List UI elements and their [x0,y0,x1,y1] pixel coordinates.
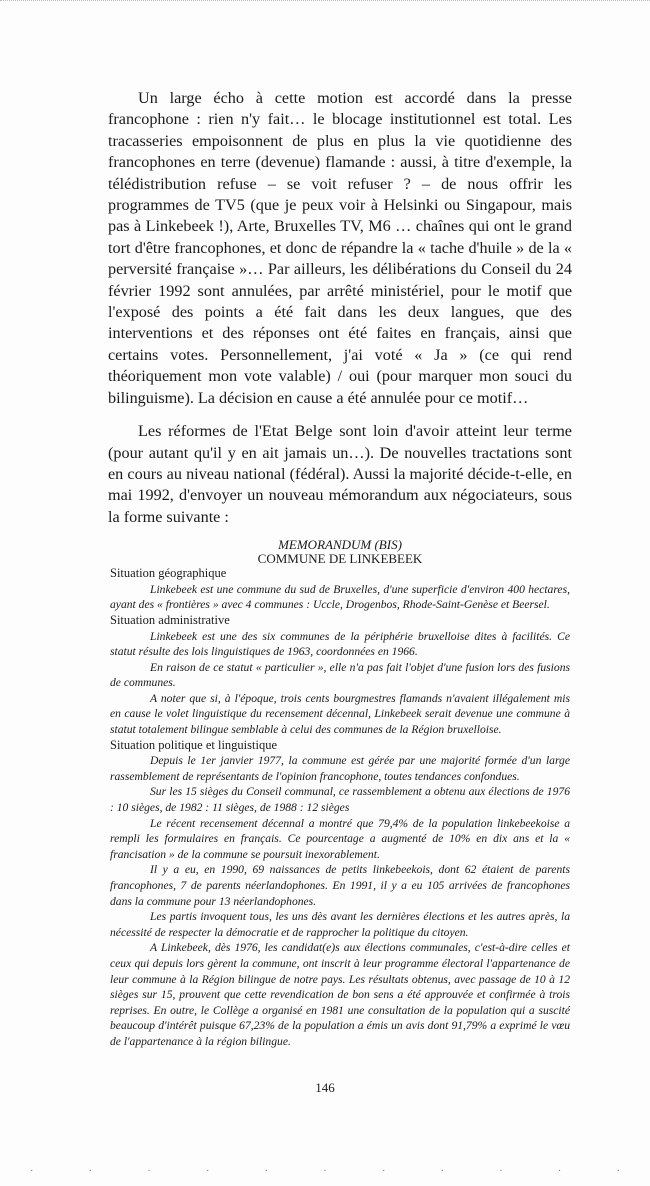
memo-paragraph: Depuis le 1er janvier 1977, la commune est gérée par une majorité formée d'un large rassemblement de représentants de l'opinion francophone, toutes tendances confondues. [110,754,570,783]
memo-section-heading: Situation administrative [110,612,230,627]
memo-paragraph: A Linkebeek, dès 1976, les candidat(e)s aux élections communales, c'est-à-dire celles et ceux qui depuis lors gèrent la commune, ont inscrit à leur programme électoral l'appartenance de leur commune à la Région bilingue de notre pays. Les résultats obtenus, avec passage de 10 à 12 sièges sur 15, prouvent que cette revendication de bon sens a été approuvée et confirmée à trois reprises. En outre, le Collège a organisé en 1981 une consultation de la population qui a suscité beaucoup d'intérêt puisque 67,23% de la population a émis un avis dont 91,79% a exprimé le vœu de l'appartenance à la région bilingue. [110,941,570,1048]
memo-paragraph: Les partis invoquent tous, les uns dès avant les dernières élections et les autres après, la nécessité de respecter la démocratie et de rapprocher la politique du citoyen. [110,910,570,939]
scan-edge [0,0,650,3]
memo-paragraph: Sur les 15 sièges du Conseil communal, ce rassemblement a obtenu aux élections de 1976 : 10 sièges, de 1982 : 11 sièges, de 1988 : 12 sièges [110,785,570,815]
page-number: 146 [315,1079,335,1095]
paragraph-1: Un large écho à cette motion est accordé dans la presse francophone : rien n'y fait… le blocage institutionnel est total. Les tracasseries empoisonnent de plus en plus la vie quotidienne des francophones en terre (devenue) flamande : aussi, à titre d'exemple, la télédistribution refuse – se voit refuser ? – de nous offrir les programmes de TV5 (que je peux voir à Helsinki ou Singapour, mais pas à Linkebeek !), Arte, Bruxelles TV, M6 … chaînes qui ont le grand tort d'être francophones, et donc de répandre la « tache d'huile » de la « perversité française »… Par ailleurs, les délibérations du Conseil du 24 février 1992 sont annulées, par arrêté ministériel, pour le motif que l'exposé des points a été fait dans les deux langues, que des interventions et des réponses ont été faites en français, ainsi que certains votes. Personnellement, j'ai voté « Ja » (ce qui rend théoriquement mon vote valable) / oui (pour marquer mon souci du bilinguisme). La décision en cause a été annulée pour ce motif… [108,89,572,407]
paragraph-2: Les réformes de l'Etat Belge sont loin d'avoir atteint leur terme (pour autant qu'il y en ait jamais un…). De nouvelles tractations sont en cours au niveau national (fédéral). Aussi la majorité décide-t-elle, en mai 1992, d'envoyer un nouveau mémorandum aux négociateurs, sous la forme suivante : [108,422,572,526]
memo-section-heading: Situation géographique [110,566,227,581]
memo-paragraph: En raison de ce statut « particulier », elle n'a pas fait l'objet d'une fusion lors des fusions de communes. [110,660,570,690]
memo-paragraph: A noter que si, à l'époque, trois cents bourgmestres flamands n'avaient illégalement mis en cause le volet linguistique du recensement décennal, Linkebeek serait devenue une commune à statut totalement bilingue semblable à celui des communes de la Région bruxelloise. [110,691,570,737]
scan-dots: · · · · · · · · · · · [30,1165,620,1177]
memo-paragraph: Le récent recensement décennal a montré que 79,4% de la population linkebeekoise a rempli les formulaires en français. Ce pourcentage a augmenté de 10% en dix ans et la « francisation » de la commune se poursuit inexorablement. [110,816,570,861]
memo-paragraph: Linkebeek est une commune du sud de Bruxelles, d'une superficie d'environ 400 hectares, ayant des « frontières » avec 4 communes : Uccle, Drogenbos, Rhode-Saint-Genèse et Beersel. [110,582,570,612]
memo-paragraph: Il y a eu, en 1990, 69 naissances de petits linkebeekois, dont 62 étaient de parents francophones, 7 de parents néerlandophones. En 1991, il y a eu 105 arrivées de francophones dans la commune pour 13 néerlandophones. [110,863,570,908]
memo-section-heading: Situation politique et linguistique [110,737,278,752]
memo-paragraph: Linkebeek est une des six communes de la périphérie bruxelloise dites à facilités. Ce statut résulte des lois linguistiques de 1963, coordonnées en 1966. [110,629,570,659]
memo-sections [110,566,570,1049]
memo-title: MEMORANDUM (BIS) [278,537,402,553]
memorandum [110,538,570,1049]
memo-subtitle: COMMUNE DE LINKEBEEK [257,551,423,567]
